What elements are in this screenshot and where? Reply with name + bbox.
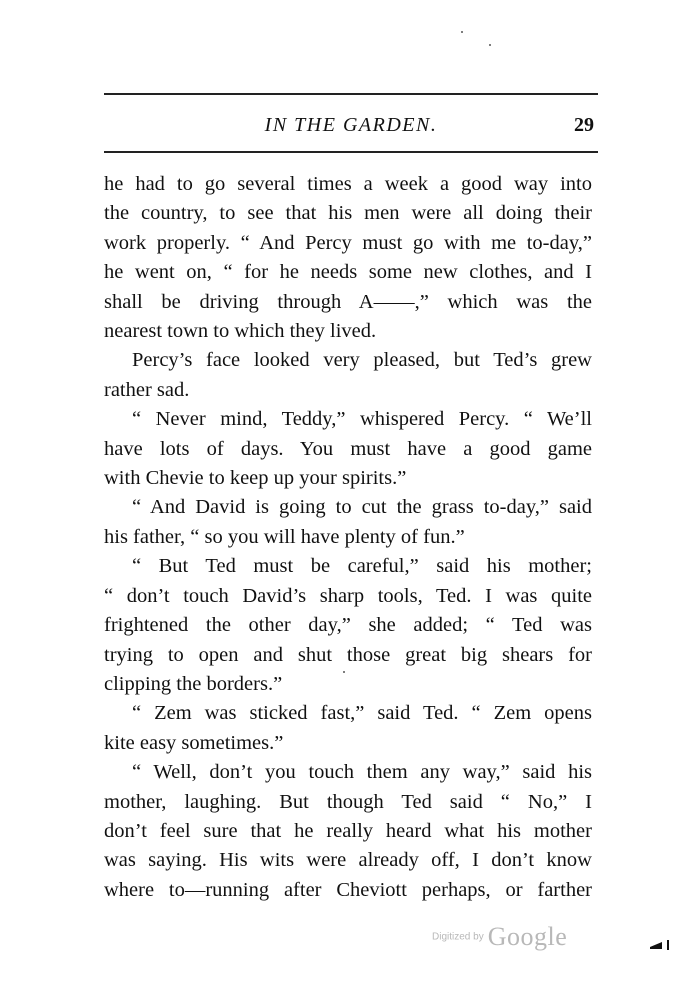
digitized-watermark [432,922,567,952]
paper-speck [489,44,491,46]
scan-corner-mark-icon [650,940,670,950]
paper-speck [461,31,463,33]
text-line: he had to go several times a week a good way into [104,173,592,195]
running-head [104,112,598,138]
text-line: “ And David is going to cut the grass to-day,” said [132,496,592,519]
text-line: “ Well, don’t you touch them any way,” said his [132,761,592,784]
text-line: his father, “ so you will have plenty of fun.” [104,525,465,548]
text-line: rather sad. [104,378,190,401]
text-line: kite easy sometimes.” [104,731,284,754]
text-line: the country, to see that his men were all doing their [104,202,592,225]
text-line: trying to open and shut those great big shears for [104,643,592,666]
text-line: was saying. His wits were already off, I don’t know [104,849,592,872]
text-line: work properly. “ And Percy must go with me to-day,” [104,231,592,254]
header-rule [104,151,598,153]
text-line: where to—running after Cheviott perhaps, or farther [104,878,592,901]
google-logo: Google [487,922,568,951]
text-line: Percy’s face looked very pleased, but Ted’s grew [132,349,592,372]
text-line: mother, laughing. But though Ted said “ No,” I [104,790,592,813]
text-line: “ don’t touch David’s sharp tools, Ted. I was quite [104,584,592,607]
text-line: shall be driving through A——,” which was the [104,290,592,313]
text-line: have lots of days. You must have a good game [104,437,592,460]
running-title: IN THE GARDEN. [264,114,438,136]
text-line: “ Never mind, Teddy,” whispered Percy. “ We’ll [132,408,592,431]
text-line: clipping the borders.” [104,672,283,695]
watermark-prefix: Digitized by [432,931,484,943]
top-rule [104,93,598,95]
text-line: with Chevie to keep up your spirits.” [104,467,407,490]
text-line: he went on, “ for he needs some new clothes, and I [104,261,592,284]
page-number: 29 [574,114,594,136]
text-line: “ Zem was sticked fast,” said Ted. “ Zem opens [132,702,592,725]
text-line: frightened the other day,” she added; “ Ted was [104,614,592,637]
text-line: “ But Ted must be careful,” said his mother; [132,555,592,578]
text-line: nearest town to which they lived. [104,320,377,343]
body-text [104,170,592,905]
text-line: don’t feel sure that he really heard what his mother [104,819,592,842]
